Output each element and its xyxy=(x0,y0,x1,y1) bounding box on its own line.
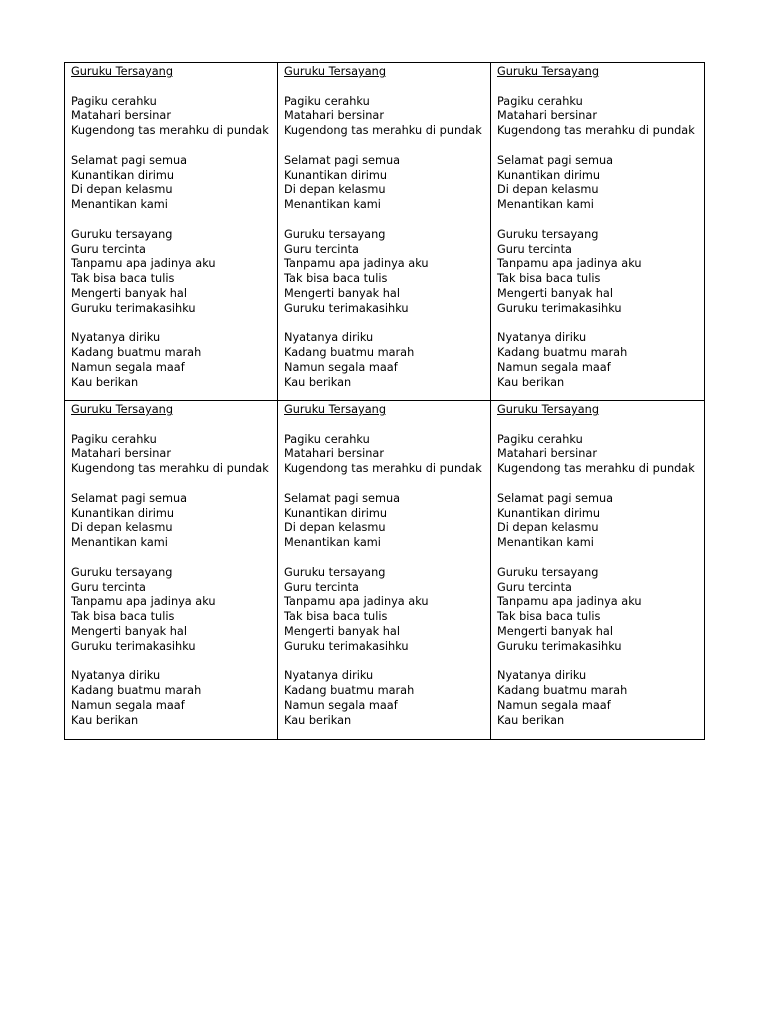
song-title: Guruku Tersayang xyxy=(284,65,386,78)
lyric-line: Di depan kelasmu xyxy=(497,183,599,197)
lyric-line: Namun segala maaf xyxy=(497,360,611,374)
lyric-line: Pagiku cerahku xyxy=(284,94,370,108)
lyric-line: Tak bisa baca tulis xyxy=(284,272,388,286)
lyric-line: Guru tercinta xyxy=(71,242,146,256)
stanza xyxy=(497,331,704,390)
song-title: Guruku Tersayang xyxy=(71,403,173,416)
lyric-line: Kadang buatmu marah xyxy=(284,684,415,698)
lyric-line: Nyatanya diriku xyxy=(497,331,587,345)
lyric-line: Pagiku cerahku xyxy=(71,432,157,446)
lyric-line: Nyatanya diriku xyxy=(497,669,587,683)
lyric-line: Tak bisa baca tulis xyxy=(497,272,601,286)
lyric-line: Tanpamu apa jadinya aku xyxy=(284,257,429,271)
table-cell xyxy=(278,401,491,739)
lyric-line: Menantikan kami xyxy=(284,198,381,212)
lyric-line: Guruku tersayang xyxy=(497,565,599,579)
lyric-line: Matahari bersinar xyxy=(71,109,171,123)
lyric-line: Menantikan kami xyxy=(71,536,168,550)
stanza xyxy=(284,154,490,213)
lyric-line: Kau berikan xyxy=(284,375,352,389)
lyric-line: Mengerti banyak hal xyxy=(71,286,187,300)
lyric-line: Guruku terimakasihku xyxy=(497,301,622,315)
lyric-line: Guruku terimakasihku xyxy=(71,301,196,315)
lyric-line: Tanpamu apa jadinya aku xyxy=(284,595,429,609)
lyric-line: Selamat pagi semua xyxy=(497,153,614,167)
stanza xyxy=(497,433,704,477)
lyric-line: Guru tercinta xyxy=(497,242,572,256)
lyric-line: Guru tercinta xyxy=(284,580,359,594)
lyric-line: Kugendong tas merahku di pundak xyxy=(71,462,269,476)
lyric-line: Guruku tersayang xyxy=(284,565,386,579)
lyric-line: Kunantikan dirimu xyxy=(71,168,175,182)
lyric-line: Matahari bersinar xyxy=(497,447,597,461)
stanza xyxy=(284,566,490,655)
lyric-line: Kau berikan xyxy=(497,713,565,727)
lyric-line: Selamat pagi semua xyxy=(284,491,401,505)
stanza xyxy=(284,95,490,139)
lyric-line: Nyatanya diriku xyxy=(284,669,374,683)
lyric-line: Di depan kelasmu xyxy=(284,183,386,197)
song-title: Guruku Tersayang xyxy=(497,403,599,416)
lyric-line: Mengerti banyak hal xyxy=(497,624,613,638)
lyric-line: Guruku tersayang xyxy=(71,565,173,579)
song-title: Guruku Tersayang xyxy=(71,65,173,78)
lyric-line: Kunantikan dirimu xyxy=(71,506,175,520)
stanza xyxy=(497,669,704,728)
lyric-line: Mengerti banyak hal xyxy=(497,286,613,300)
stanza xyxy=(497,154,704,213)
lyric-line: Matahari bersinar xyxy=(71,447,171,461)
lyric-line: Selamat pagi semua xyxy=(71,491,188,505)
lyric-line: Di depan kelasmu xyxy=(497,521,599,535)
lyric-line: Kunantikan dirimu xyxy=(497,168,601,182)
stanza xyxy=(497,95,704,139)
lyric-line: Kugendong tas merahku di pundak xyxy=(71,124,269,138)
lyric-line: Kugendong tas merahku di pundak xyxy=(497,462,695,476)
stanza xyxy=(284,492,490,551)
lyric-line: Tak bisa baca tulis xyxy=(71,610,175,624)
lyric-line: Menantikan kami xyxy=(71,198,168,212)
stanza xyxy=(497,566,704,655)
lyric-line: Kau berikan xyxy=(284,713,352,727)
lyric-line: Di depan kelasmu xyxy=(284,521,386,535)
stanza xyxy=(497,228,704,317)
lyric-line: Guru tercinta xyxy=(71,580,146,594)
lyric-line: Guru tercinta xyxy=(284,242,359,256)
lyric-line: Guruku tersayang xyxy=(284,227,386,241)
stanza xyxy=(284,331,490,390)
lyric-line: Namun segala maaf xyxy=(71,698,185,712)
lyric-line: Kadang buatmu marah xyxy=(71,684,202,698)
lyric-line: Guruku terimakasihku xyxy=(284,639,409,653)
song-title: Guruku Tersayang xyxy=(284,403,386,416)
lyric-line: Namun segala maaf xyxy=(284,698,398,712)
stanza xyxy=(71,331,277,390)
lyric-line: Guruku tersayang xyxy=(497,227,599,241)
stanza xyxy=(284,669,490,728)
lyric-line: Kadang buatmu marah xyxy=(71,346,202,360)
stanza xyxy=(497,492,704,551)
song-title: Guruku Tersayang xyxy=(497,65,599,78)
lyric-line: Kugendong tas merahku di pundak xyxy=(284,124,482,138)
lyric-line: Selamat pagi semua xyxy=(497,491,614,505)
lyric-line: Kadang buatmu marah xyxy=(497,346,628,360)
lyric-line: Guru tercinta xyxy=(497,580,572,594)
lyric-line: Nyatanya diriku xyxy=(71,669,161,683)
lyric-line: Menantikan kami xyxy=(497,198,594,212)
lyric-line: Matahari bersinar xyxy=(284,447,384,461)
lyrics-table xyxy=(64,62,705,740)
lyric-line: Pagiku cerahku xyxy=(284,432,370,446)
stanza xyxy=(71,669,277,728)
stanza xyxy=(71,492,277,551)
lyric-line: Pagiku cerahku xyxy=(71,94,157,108)
lyric-line: Pagiku cerahku xyxy=(497,94,583,108)
lyric-line: Di depan kelasmu xyxy=(71,521,173,535)
lyric-line: Guruku terimakasihku xyxy=(284,301,409,315)
lyric-line: Tanpamu apa jadinya aku xyxy=(71,257,216,271)
lyric-line: Selamat pagi semua xyxy=(71,153,188,167)
lyric-line: Kunantikan dirimu xyxy=(497,506,601,520)
lyric-line: Mengerti banyak hal xyxy=(284,286,400,300)
table-cell xyxy=(278,63,491,401)
lyric-line: Matahari bersinar xyxy=(284,109,384,123)
lyric-line: Tak bisa baca tulis xyxy=(71,272,175,286)
lyric-line: Tanpamu apa jadinya aku xyxy=(497,595,642,609)
lyric-line: Kugendong tas merahku di pundak xyxy=(497,124,695,138)
stanza xyxy=(71,95,277,139)
lyric-line: Pagiku cerahku xyxy=(497,432,583,446)
lyric-line: Di depan kelasmu xyxy=(71,183,173,197)
table-cell xyxy=(491,63,704,401)
table-cell xyxy=(65,401,278,739)
lyric-line: Kunantikan dirimu xyxy=(284,506,388,520)
table-cell xyxy=(491,401,704,739)
lyric-line: Tak bisa baca tulis xyxy=(284,610,388,624)
table-cell xyxy=(65,63,278,401)
stanza xyxy=(284,433,490,477)
lyric-line: Menantikan kami xyxy=(497,536,594,550)
lyric-line: Mengerti banyak hal xyxy=(284,624,400,638)
lyric-line: Matahari bersinar xyxy=(497,109,597,123)
stanza xyxy=(71,228,277,317)
stanza xyxy=(284,228,490,317)
stanza xyxy=(71,154,277,213)
lyric-line: Tanpamu apa jadinya aku xyxy=(71,595,216,609)
lyric-line: Selamat pagi semua xyxy=(284,153,401,167)
lyric-line: Kadang buatmu marah xyxy=(497,684,628,698)
lyric-line: Nyatanya diriku xyxy=(71,331,161,345)
lyric-line: Menantikan kami xyxy=(284,536,381,550)
lyric-line: Namun segala maaf xyxy=(497,698,611,712)
lyric-line: Tak bisa baca tulis xyxy=(497,610,601,624)
lyric-line: Namun segala maaf xyxy=(71,360,185,374)
stanza xyxy=(71,566,277,655)
lyric-line: Guruku terimakasihku xyxy=(497,639,622,653)
lyric-line: Kugendong tas merahku di pundak xyxy=(284,462,482,476)
stanza xyxy=(71,433,277,477)
lyric-line: Guruku terimakasihku xyxy=(71,639,196,653)
lyric-line: Nyatanya diriku xyxy=(284,331,374,345)
lyric-line: Kau berikan xyxy=(71,713,139,727)
lyric-line: Namun segala maaf xyxy=(284,360,398,374)
lyric-line: Kunantikan dirimu xyxy=(284,168,388,182)
lyric-line: Kau berikan xyxy=(71,375,139,389)
lyric-line: Guruku tersayang xyxy=(71,227,173,241)
lyric-line: Mengerti banyak hal xyxy=(71,624,187,638)
lyric-line: Kadang buatmu marah xyxy=(284,346,415,360)
lyric-line: Kau berikan xyxy=(497,375,565,389)
lyric-line: Tanpamu apa jadinya aku xyxy=(497,257,642,271)
